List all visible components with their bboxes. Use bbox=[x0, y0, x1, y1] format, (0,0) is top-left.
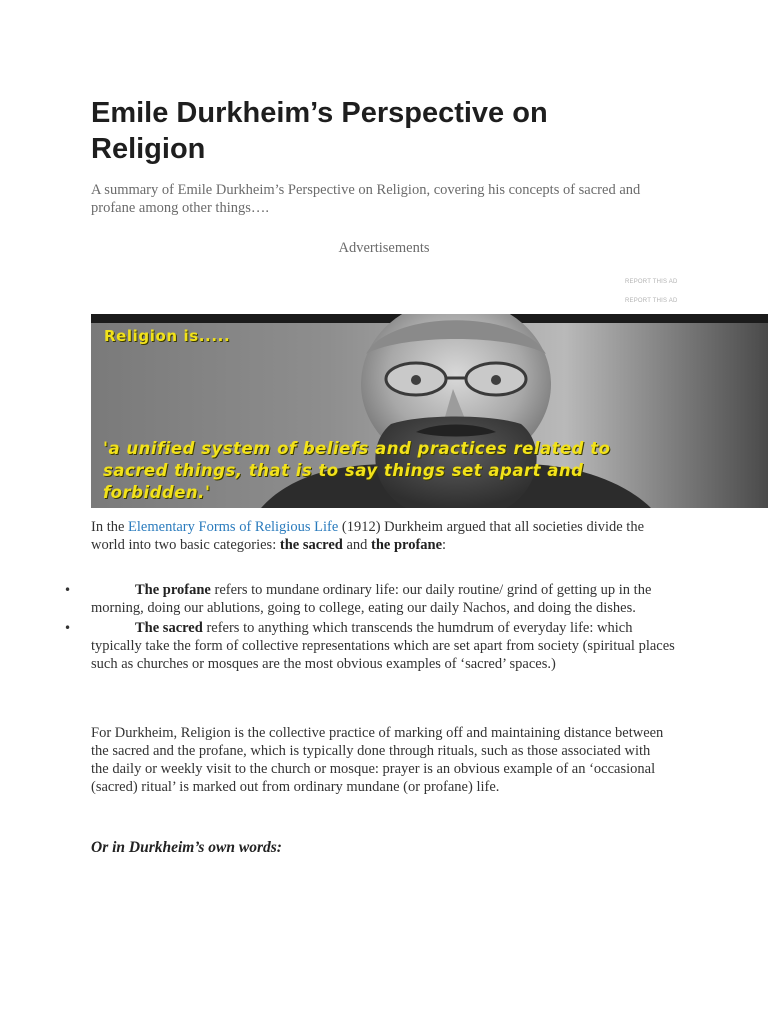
bullet-term: The sacred bbox=[135, 620, 203, 636]
term-sacred: the sacred bbox=[279, 537, 343, 553]
bullet-icon: • bbox=[64, 583, 72, 597]
intro-prefix: In the bbox=[91, 519, 129, 535]
intro-paragraph bbox=[91, 518, 661, 554]
bullet-term: The profane bbox=[135, 582, 211, 598]
advertisements-label: Advertisements bbox=[338, 240, 430, 256]
image-quote-text: 'a unified system of beliefs and practices related to sacred things, that is to say things set apart and forbidden.' bbox=[103, 439, 611, 502]
intro-middle: (1912) Durkheim argued that all societies divide the world into two basic categories: bbox=[91, 519, 645, 553]
bullet-text: refers to mundane ordinary life: our daily routine/ grind of getting up in the morning, doing our ablutions, going to college, eating our daily Nachos, and doing the dishes. bbox=[91, 582, 652, 616]
definitions-list bbox=[64, 581, 681, 675]
report-ad-link[interactable]: REPORT THIS AD bbox=[625, 298, 678, 304]
intro-suffix: : bbox=[442, 537, 447, 553]
term-profane: the profane bbox=[371, 537, 443, 553]
elementary-forms-link[interactable]: Elementary Forms of Religious Life bbox=[128, 519, 339, 535]
list-item bbox=[64, 581, 681, 617]
list-item bbox=[64, 619, 681, 673]
bullet-text: refers to anything which transcends the humdrum of everyday life: which typically take the form of collective representations which are set apart from society (spiritual places such as churches or mosques are the most obvious examples of ‘sacred’ spaces.) bbox=[91, 620, 675, 672]
bullet-icon: • bbox=[64, 621, 72, 635]
image-heading-text: Religion is..... bbox=[104, 327, 231, 345]
durkheim-paragraph: For Durkheim, Religion is the collective practice of marking off and maintaining distance between the sacred and the profane, which is typically done through rituals, such as those associated with the daily or weekly visit to the church or mosque: prayer is an obvious example of an ‘occasional (sacred) ritual’ is marked out from ordinary mundane (or profane) life. bbox=[91, 725, 664, 795]
intro-and: and bbox=[342, 537, 372, 553]
report-ad-link[interactable]: REPORT THIS AD bbox=[625, 279, 678, 285]
article-summary: A summary of Emile Durkheim’s Perspective on Religion, covering his concepts of sacred and profane among other things…. bbox=[91, 182, 641, 216]
own-words-heading: Or in Durkheim’s own words: bbox=[91, 839, 282, 856]
durkheim-quote-image bbox=[91, 314, 768, 508]
article-title: Emile Durkheim’s Perspective on Religion bbox=[91, 97, 548, 165]
